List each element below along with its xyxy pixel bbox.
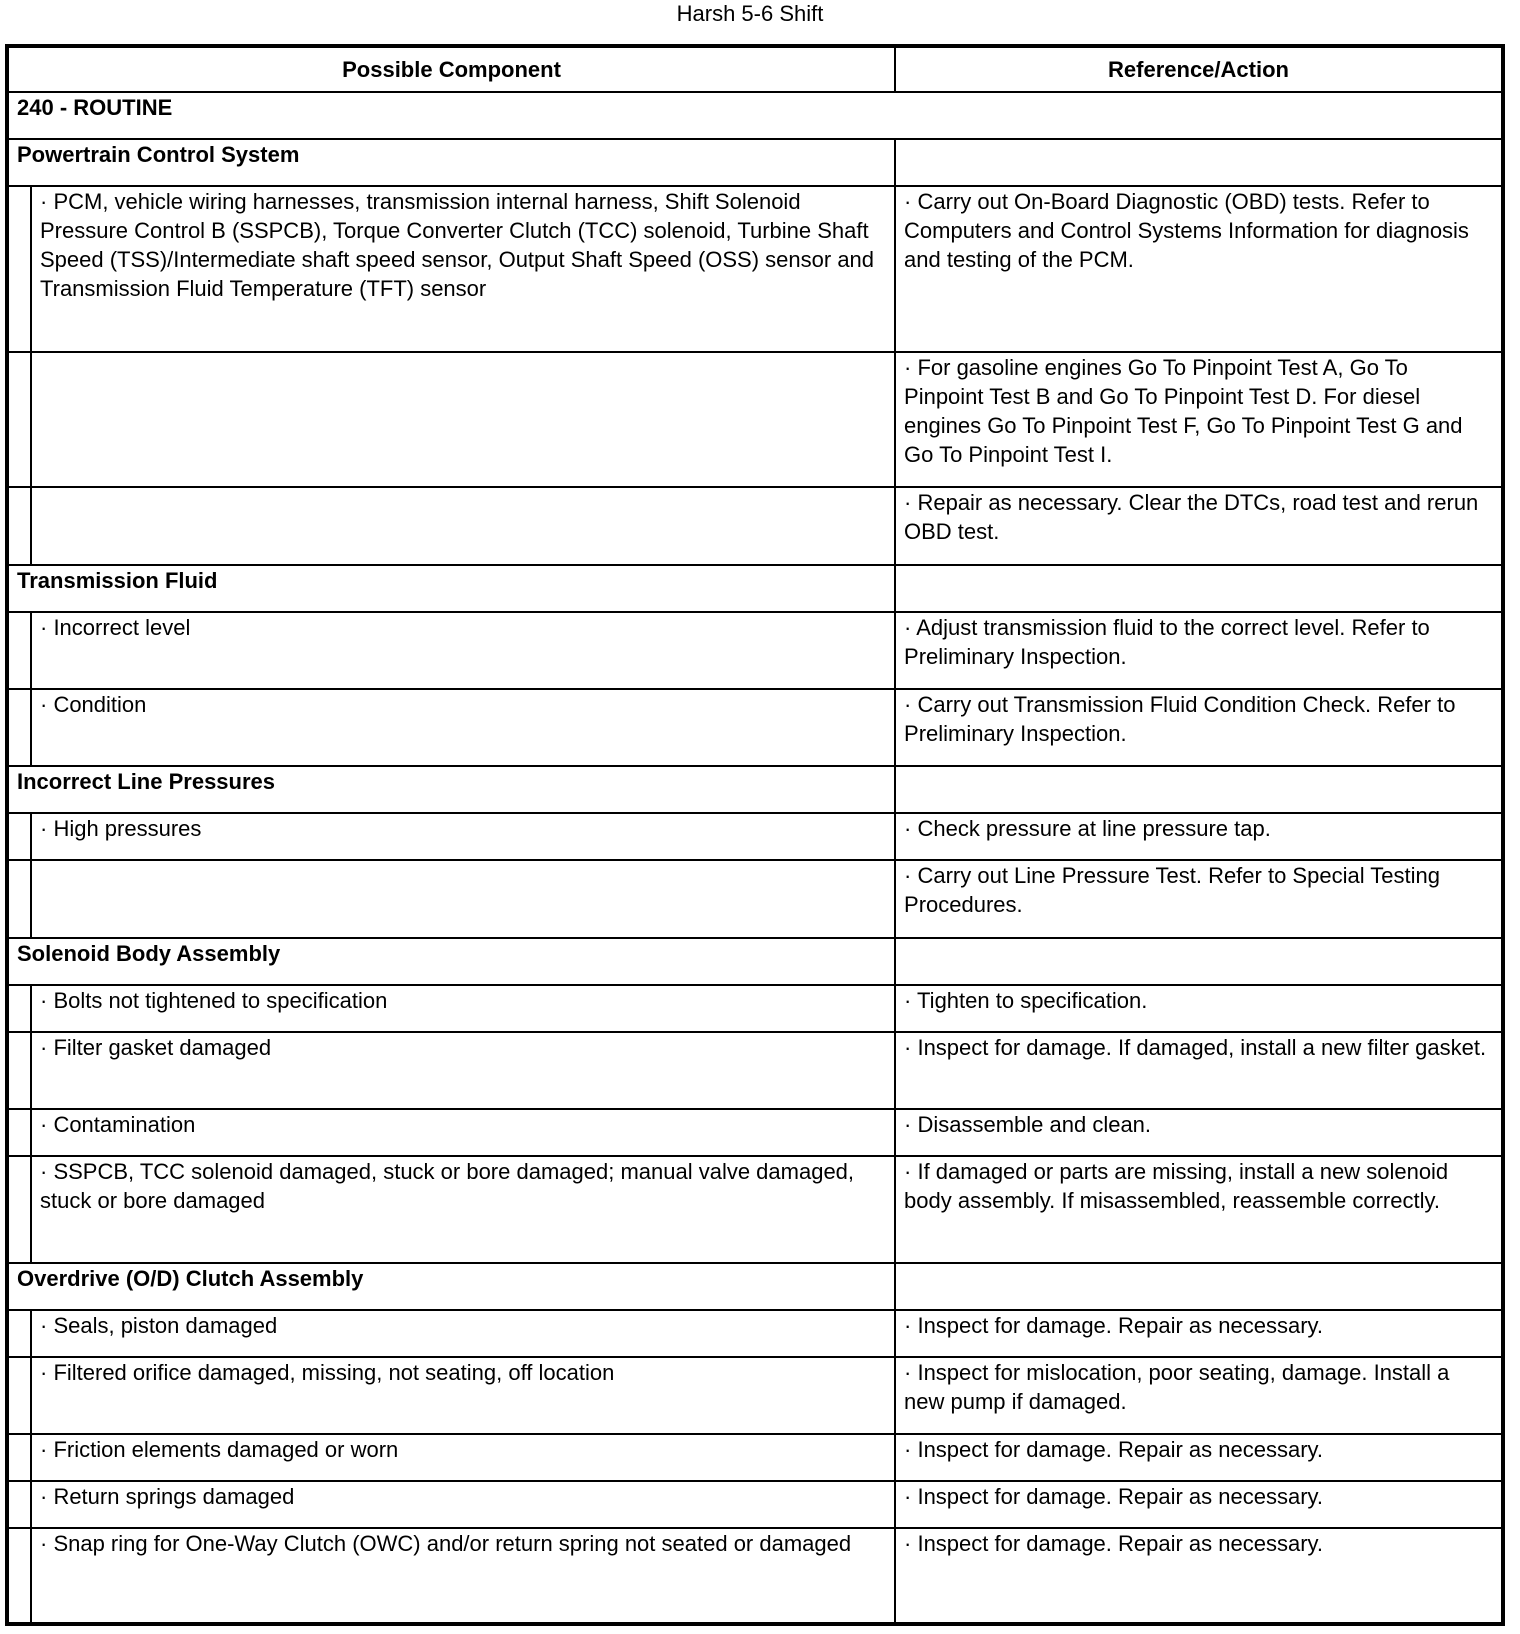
table-row (7, 1481, 1503, 1528)
empty-cell (895, 938, 1503, 985)
reference-cell: · Carry out Transmission Fluid Condition Check. Refer to Preliminary Inspection. (895, 689, 1503, 766)
empty-cell (895, 1263, 1503, 1310)
column-header-reference: Reference/Action (895, 46, 1503, 92)
component-cell: · Condition (31, 689, 895, 766)
reference-cell: · Carry out On-Board Diagnostic (OBD) tests. Refer to Computers and Control Systems Information for diagnosis and testing of the PCM. (895, 186, 1503, 352)
section-header-row (7, 565, 1503, 612)
component-cell: · Friction elements damaged or worn (31, 1434, 895, 1481)
section-title: Incorrect Line Pressures (7, 766, 895, 813)
component-cell: · Seals, piston damaged (31, 1310, 895, 1357)
table-row (7, 1310, 1503, 1357)
component-cell (31, 352, 895, 487)
indent-cell (7, 1310, 31, 1357)
table-row (7, 1357, 1503, 1434)
component-cell: · Filtered orifice damaged, missing, not seating, off location (31, 1357, 895, 1434)
component-cell (31, 487, 895, 565)
indent-cell (7, 813, 31, 860)
reference-cell: · Inspect for damage. If damaged, install a new filter gasket. (895, 1032, 1503, 1109)
reference-cell: · For gasoline engines Go To Pinpoint Test A, Go To Pinpoint Test B and Go To Pinpoint Test D. For diesel engines Go To Pinpoint Test F, Go To Pinpoint Test G and Go To Pinpoint Test I. (895, 352, 1503, 487)
component-cell: · Contamination (31, 1109, 895, 1156)
component-cell: · Bolts not tightened to specification (31, 985, 895, 1032)
component-cell: · PCM, vehicle wiring harnesses, transmission internal harness, Shift Solenoid Pressure Control B (SSPCB), Torque Converter Clutch (TCC) solenoid, Turbine Shaft Speed (TSS)/Intermediate shaft speed sensor, Output Shaft Speed (OSS) sensor and Transmission Fluid Temperature (TFT) sensor (31, 186, 895, 352)
component-cell: · Return springs damaged (31, 1481, 895, 1528)
indent-cell (7, 487, 31, 565)
table-row (7, 1156, 1503, 1263)
table-row (7, 860, 1503, 938)
section-header-row (7, 139, 1503, 186)
section-header-row (7, 766, 1503, 813)
indent-cell (7, 1109, 31, 1156)
reference-cell: · Tighten to specification. (895, 985, 1503, 1032)
component-cell: · Snap ring for One-Way Clutch (OWC) and/or return spring not seated or damaged (31, 1528, 895, 1624)
indent-cell (7, 985, 31, 1032)
reference-cell: · Inspect for damage. Repair as necessary. (895, 1434, 1503, 1481)
reference-cell: · Inspect for damage. Repair as necessary. (895, 1528, 1503, 1624)
section-title: Overdrive (O/D) Clutch Assembly (7, 1263, 895, 1310)
section-header-row (7, 938, 1503, 985)
reference-cell: · Adjust transmission fluid to the correct level. Refer to Preliminary Inspection. (895, 612, 1503, 689)
table-row (7, 352, 1503, 487)
table-row (7, 689, 1503, 766)
table-row (7, 487, 1503, 565)
table-header-row (7, 46, 1503, 92)
indent-cell (7, 1481, 31, 1528)
reference-cell: · Check pressure at line pressure tap. (895, 813, 1503, 860)
table-row (7, 612, 1503, 689)
column-header-component: Possible Component (7, 46, 895, 92)
component-cell: · Incorrect level (31, 612, 895, 689)
component-cell (31, 860, 895, 938)
indent-cell (7, 612, 31, 689)
table-row (7, 1109, 1503, 1156)
component-cell: · SSPCB, TCC solenoid damaged, stuck or bore damaged; manual valve damaged, stuck or bore damaged (31, 1156, 895, 1263)
empty-cell (895, 766, 1503, 813)
section-title: Transmission Fluid (7, 565, 895, 612)
indent-cell (7, 352, 31, 487)
section-header-row (7, 1263, 1503, 1310)
component-cell: · High pressures (31, 813, 895, 860)
indent-cell (7, 1156, 31, 1263)
reference-cell: · Inspect for damage. Repair as necessary. (895, 1310, 1503, 1357)
table-row (7, 813, 1503, 860)
component-cell: · Filter gasket damaged (31, 1032, 895, 1109)
indent-cell (7, 860, 31, 938)
diagnosis-table (5, 44, 1505, 1626)
indent-cell (7, 689, 31, 766)
indent-cell (7, 1434, 31, 1481)
table-row (7, 1032, 1503, 1109)
table-row (7, 1434, 1503, 1481)
table-row (7, 1528, 1503, 1624)
section-title: Powertrain Control System (7, 139, 895, 186)
table-row (7, 985, 1503, 1032)
indent-cell (7, 1032, 31, 1109)
reference-cell: · If damaged or parts are missing, install a new solenoid body assembly. If misassembled, reassemble correctly. (895, 1156, 1503, 1263)
section-title: Solenoid Body Assembly (7, 938, 895, 985)
reference-cell: · Disassemble and clean. (895, 1109, 1503, 1156)
routine-label: 240 - ROUTINE (7, 92, 1503, 139)
reference-cell: · Inspect for damage. Repair as necessary. (895, 1481, 1503, 1528)
indent-cell (7, 1357, 31, 1434)
empty-cell (895, 565, 1503, 612)
page-title: Harsh 5-6 Shift (676, 1, 824, 26)
reference-cell: · Repair as necessary. Clear the DTCs, road test and rerun OBD test. (895, 487, 1503, 565)
routine-row (7, 92, 1503, 139)
reference-cell: · Inspect for mislocation, poor seating, damage. Install a new pump if damaged. (895, 1357, 1503, 1434)
indent-cell (7, 1528, 31, 1624)
table-row (7, 186, 1503, 352)
empty-cell (895, 139, 1503, 186)
reference-cell: · Carry out Line Pressure Test. Refer to Special Testing Procedures. (895, 860, 1503, 938)
indent-cell (7, 186, 31, 352)
